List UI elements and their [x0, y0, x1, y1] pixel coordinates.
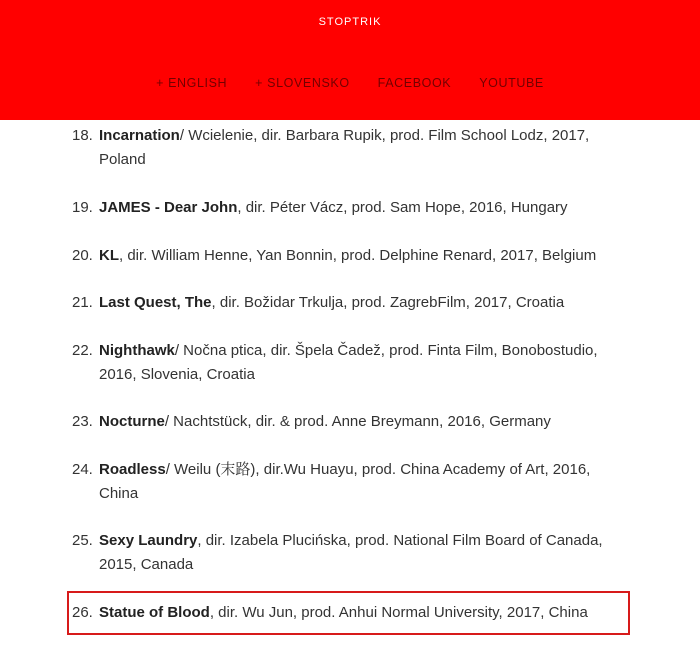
film-entry-text — [99, 124, 632, 172]
film-item-19 — [72, 196, 632, 220]
film-entry-text — [99, 529, 632, 577]
film-entry-text — [99, 196, 632, 220]
film-number: 26. — [72, 604, 93, 621]
film-entry-text — [99, 244, 632, 268]
film-title: Last Quest, The — [99, 294, 212, 311]
film-entry-text — [99, 410, 632, 434]
site-header — [0, 0, 700, 120]
film-item-18 — [72, 124, 632, 172]
highlight-box — [67, 591, 630, 635]
film-number: 25. — [72, 532, 93, 549]
film-item-23 — [72, 410, 632, 434]
film-number: 22. — [72, 342, 93, 359]
main-nav — [0, 76, 700, 90]
nav-youtube[interactable]: YOUTUBE — [479, 76, 544, 90]
film-title: Statue of Blood — [99, 604, 210, 621]
film-details: , dir. Péter Vácz, prod. Sam Hope, 2016, Hungary — [237, 199, 568, 216]
nav-facebook[interactable]: FACEBOOK — [377, 76, 452, 90]
film-number: 18. — [72, 127, 93, 144]
film-entry-text — [99, 458, 632, 506]
site-title-link[interactable]: STOPTRIK — [318, 16, 382, 28]
film-entry-text — [99, 291, 632, 315]
film-details: , dir. Izabela Plucińska, prod. National Film Board of Canada, 2015, Canada — [99, 532, 603, 573]
film-details: / Weilu (末路), dir.Wu Huayu, prod. China Academy of Art, 2016, China — [99, 461, 591, 502]
film-details: / Nočna ptica, dir. Špela Čadež, prod. Finta Film, Bonobostudio, 2016, Slovenia, Croatia — [99, 342, 598, 383]
film-number: 23. — [72, 413, 93, 430]
film-details: / Wcielenie, dir. Barbara Rupik, prod. Film School Lodz, 2017, Poland — [99, 127, 590, 168]
film-number: 21. — [72, 294, 93, 311]
film-title: JAMES - Dear John — [99, 199, 238, 216]
film-details: , dir. William Henne, Yan Bonnin, prod. Delphine Renard, 2017, Belgium — [119, 247, 597, 264]
film-item-24 — [72, 458, 632, 506]
film-title: Sexy Laundry — [99, 532, 198, 549]
film-title: Nighthawk — [99, 342, 175, 359]
film-item-21 — [72, 291, 632, 315]
film-item-20 — [72, 244, 632, 268]
film-details: , dir. Wu Jun, prod. Anhui Normal University, 2017, China — [209, 604, 588, 621]
nav-english[interactable]: + ENGLISH — [156, 76, 228, 90]
film-title: Incarnation — [99, 127, 180, 144]
film-item-22 — [72, 339, 632, 387]
film-number: 19. — [72, 199, 93, 216]
film-title: Nocturne — [99, 413, 165, 430]
film-title: KL — [99, 247, 119, 264]
film-title: Roadless — [99, 461, 166, 478]
film-number: 20. — [72, 247, 93, 264]
film-entry-text — [99, 339, 632, 387]
film-details: / Nachtstück, dir. & prod. Anne Breymann, 2016, Germany — [164, 413, 551, 430]
film-item-25 — [72, 529, 632, 577]
nav-slovensko[interactable]: + SLOVENSKO — [255, 76, 350, 90]
film-number: 24. — [72, 461, 93, 478]
film-details: , dir. Božidar Trkulja, prod. ZagrebFilm, 2017, Croatia — [211, 294, 565, 311]
